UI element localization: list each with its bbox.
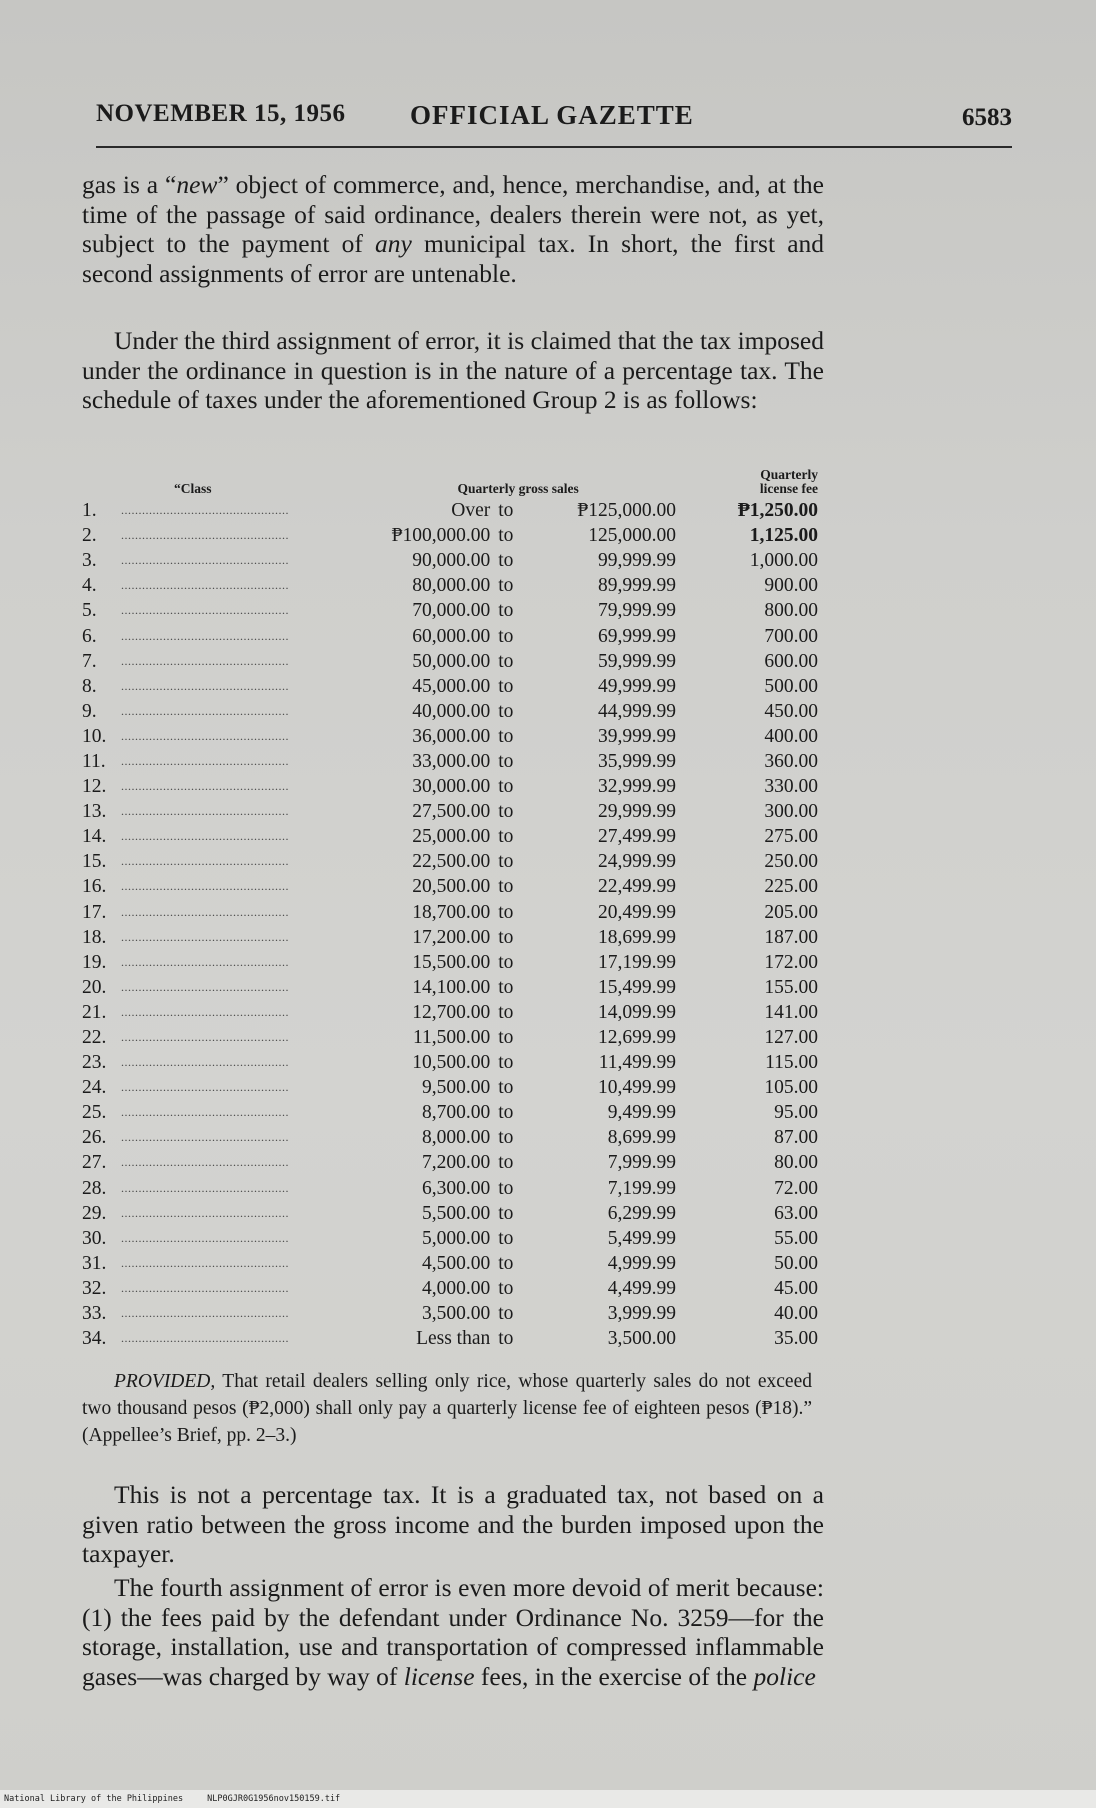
row-leader-dots: ................................................ — [121, 904, 290, 919]
row-sales-to-word: to — [498, 951, 514, 973]
row-sales-through: 3,500.00 — [607, 1328, 677, 1350]
row-sales-through: 125,000.00 — [588, 525, 677, 547]
row-class-number: 15. — [82, 851, 107, 873]
row-sales-through: 22,499.99 — [598, 876, 677, 898]
row-sales-through: 44,999.99 — [598, 700, 677, 722]
row-sales-from: 50,000.00 — [412, 650, 491, 672]
row-sales-from: 6,300.00 — [422, 1177, 491, 1199]
schedule-rows — [82, 498, 826, 1351]
row-class-number: 1. — [82, 500, 97, 522]
table-row — [82, 1025, 826, 1050]
row-leader-dots: ................................................ — [121, 1055, 290, 1070]
row-leader-dots: ................................................ — [121, 1180, 290, 1195]
row-sales-from: 4,500.00 — [422, 1252, 491, 1274]
row-license-fee: 1,000.00 — [749, 550, 818, 572]
row-license-fee: 250.00 — [764, 851, 818, 873]
row-sales-from: 27,500.00 — [412, 801, 491, 823]
row-leader-dots: ................................................ — [121, 753, 290, 768]
row-sales-through: 4,499.99 — [607, 1277, 677, 1299]
intro-paragraph: gas is a “new” object of commerce, and, hence, merchandise, and, at the time of the passage of said ordinance, dealers therein were not, as yet, subject to the payment of any municipal tax. In short, the first and second assignments of error are untenable. — [82, 170, 825, 288]
row-leader-dots: ................................................ — [121, 578, 290, 593]
row-license-fee: 330.00 — [764, 776, 818, 798]
row-sales-to-word: to — [498, 1202, 514, 1224]
row-license-fee: 127.00 — [764, 1027, 818, 1049]
row-sales-through: 89,999.99 — [598, 575, 677, 597]
row-sales-from: 7,200.00 — [422, 1152, 491, 1174]
row-sales-from: 4,000.00 — [422, 1277, 491, 1299]
row-sales-to-word: to — [498, 700, 514, 722]
row-sales-to-word: to — [498, 550, 514, 572]
header-rule — [96, 146, 1012, 148]
row-class-number: 7. — [82, 650, 97, 672]
row-sales-from: 90,000.00 — [412, 550, 491, 572]
row-class-number: 4. — [82, 575, 97, 597]
row-class-number: 14. — [82, 826, 107, 848]
row-class-number: 25. — [82, 1102, 107, 1124]
row-sales-through: 35,999.99 — [598, 750, 677, 772]
row-sales-from: 5,000.00 — [422, 1227, 491, 1249]
table-row — [82, 1075, 826, 1100]
table-row — [82, 699, 826, 724]
row-license-fee: 155.00 — [764, 976, 818, 998]
emphasis-police: police — [753, 1661, 816, 1691]
row-sales-from: 3,500.00 — [422, 1303, 491, 1325]
table-row — [82, 1176, 826, 1201]
row-sales-through: 27,499.99 — [598, 826, 677, 848]
row-class-number: 10. — [82, 725, 107, 747]
row-sales-through: 12,699.99 — [598, 1027, 677, 1049]
row-sales-from: 9,500.00 — [422, 1077, 491, 1099]
row-class-number: 16. — [82, 876, 107, 898]
row-leader-dots: ................................................ — [121, 628, 290, 643]
row-leader-dots: ................................................ — [121, 879, 290, 894]
row-license-fee: 80.00 — [774, 1152, 818, 1174]
row-sales-to-word: to — [498, 1102, 514, 1124]
row-sales-through: 17,199.99 — [598, 951, 677, 973]
row-leader-dots: ................................................ — [121, 1105, 290, 1120]
table-row — [82, 774, 826, 799]
row-license-fee: 900.00 — [764, 575, 818, 597]
row-leader-dots: ................................................ — [121, 503, 290, 518]
row-license-fee: 450.00 — [764, 700, 818, 722]
row-sales-to-word: to — [498, 675, 514, 697]
row-sales-through: 24,999.99 — [598, 851, 677, 873]
row-leader-dots: ................................................ — [121, 929, 290, 944]
row-sales-through: 18,699.99 — [598, 926, 677, 948]
emphasis-new: new — [176, 170, 218, 199]
row-leader-dots: ................................................ — [121, 1255, 290, 1270]
row-sales-to-word: to — [498, 750, 514, 772]
table-row — [82, 1050, 826, 1075]
row-class-number: 24. — [82, 1077, 107, 1099]
row-license-fee: 225.00 — [764, 876, 818, 898]
table-row — [82, 1251, 826, 1276]
row-class-number: 28. — [82, 1177, 107, 1199]
table-row — [82, 900, 826, 925]
table-row — [82, 1301, 826, 1326]
scan-footer — [0, 1790, 1096, 1808]
row-class-number: 17. — [82, 901, 107, 923]
row-sales-from: 40,000.00 — [412, 700, 491, 722]
table-row — [82, 523, 826, 548]
row-leader-dots: ................................................ — [121, 1080, 290, 1095]
row-sales-from: 14,100.00 — [412, 976, 491, 998]
row-sales-through: 7,999.99 — [607, 1152, 677, 1174]
row-sales-through: 39,999.99 — [598, 725, 677, 747]
row-sales-through: 3,999.99 — [607, 1303, 677, 1325]
row-leader-dots: ................................................ — [121, 1130, 290, 1145]
row-sales-from: 22,500.00 — [412, 851, 491, 873]
row-sales-through: 20,499.99 — [598, 901, 677, 923]
row-sales-through: 5,499.99 — [607, 1227, 677, 1249]
row-leader-dots: ................................................ — [121, 1155, 290, 1170]
row-sales-from: Less than — [416, 1328, 491, 1350]
row-license-fee: 63.00 — [774, 1202, 818, 1224]
row-license-fee: 300.00 — [764, 801, 818, 823]
row-license-fee: 40.00 — [774, 1303, 818, 1325]
row-sales-from: 25,000.00 — [412, 826, 491, 848]
row-sales-through: 15,499.99 — [598, 976, 677, 998]
row-sales-to-word: to — [498, 801, 514, 823]
row-license-fee: 50.00 — [774, 1252, 818, 1274]
row-class-number: 2. — [82, 525, 97, 547]
row-sales-from: 5,500.00 — [422, 1202, 491, 1224]
table-row — [82, 1150, 826, 1175]
proviso-paragraph: PROVIDED, That retail dealers selling only rice, whose quarterly sales do not exceed two thousand pesos (₱2,000) shall only pay a quarterly license fee of eighteen pesos (₱18).” (Appellee’s Brief, pp. 2–3.) — [82, 1371, 812, 1446]
header-date: NOVEMBER 15, 1956 — [96, 100, 346, 127]
footer-library: National Library of the Philippines — [4, 1794, 184, 1804]
row-sales-to-word: to — [498, 776, 514, 798]
row-class-number: 34. — [82, 1328, 107, 1350]
row-class-number: 11. — [82, 750, 106, 772]
row-class-number: 13. — [82, 801, 107, 823]
row-class-number: 32. — [82, 1277, 107, 1299]
table-row — [82, 649, 826, 674]
row-license-fee: 72.00 — [774, 1177, 818, 1199]
row-sales-from: 36,000.00 — [412, 725, 491, 747]
row-license-fee: 500.00 — [764, 675, 818, 697]
row-class-number: 20. — [82, 976, 107, 998]
row-sales-to-word: to — [498, 1077, 514, 1099]
row-sales-from: ₱100,000.00 — [391, 525, 491, 547]
row-class-number: 23. — [82, 1052, 107, 1074]
table-row — [82, 749, 826, 774]
row-class-number: 21. — [82, 1001, 107, 1023]
row-class-number: 3. — [82, 550, 97, 572]
row-sales-from: 15,500.00 — [412, 951, 491, 973]
row-sales-from: 11,500.00 — [412, 1027, 491, 1049]
row-sales-from: 33,000.00 — [412, 750, 491, 772]
row-sales-to-word: to — [498, 650, 514, 672]
table-row — [82, 1276, 826, 1301]
row-sales-to-word: to — [498, 525, 514, 547]
header-page-number: 6583 — [962, 104, 1012, 131]
row-sales-through: 79,999.99 — [598, 600, 677, 622]
row-leader-dots: ................................................ — [121, 1205, 290, 1220]
row-leader-dots: ................................................ — [121, 829, 290, 844]
row-leader-dots: ................................................ — [121, 804, 290, 819]
row-class-number: 33. — [82, 1303, 107, 1325]
row-leader-dots: ................................................ — [121, 553, 290, 568]
table-row — [82, 573, 826, 598]
row-sales-through: 6,299.99 — [607, 1202, 677, 1224]
row-sales-to-word: to — [498, 625, 514, 647]
row-sales-from: 18,700.00 — [412, 901, 491, 923]
table-row — [82, 1201, 826, 1226]
row-leader-dots: ................................................ — [121, 979, 290, 994]
row-sales-to-word: to — [498, 1252, 514, 1274]
row-leader-dots: ................................................ — [121, 653, 290, 668]
row-class-number: 26. — [82, 1127, 107, 1149]
row-license-fee: 205.00 — [764, 901, 818, 923]
row-class-number: 31. — [82, 1252, 107, 1274]
row-sales-through: 32,999.99 — [598, 776, 677, 798]
row-leader-dots: ................................................ — [121, 1230, 290, 1245]
header-title: OFFICIAL GAZETTE — [410, 100, 694, 130]
row-sales-to-word: to — [498, 926, 514, 948]
row-leader-dots: ................................................ — [121, 1030, 290, 1045]
row-sales-to-word: to — [498, 1277, 514, 1299]
row-sales-to-word: to — [498, 876, 514, 898]
table-row — [82, 975, 826, 1000]
row-license-fee: 35.00 — [774, 1328, 818, 1350]
row-sales-through: 10,499.99 — [598, 1077, 677, 1099]
row-class-number: 30. — [82, 1227, 107, 1249]
row-license-fee: 172.00 — [764, 951, 818, 973]
page-header — [96, 100, 1016, 140]
column-sales-header: Quarterly gross sales — [457, 481, 579, 496]
row-sales-to-word: to — [498, 1152, 514, 1174]
row-license-fee: 700.00 — [764, 625, 818, 647]
row-sales-to-word: to — [498, 600, 514, 622]
fourth-assignment-paragraph: The fourth assignment of error is even more devoid of merit because: (1) the fees paid by the defendant under Ordinance No. 3259—for the storage, installation, use and transportation of compressed inflammable gases—was charged by way of license fees, in the exercise of the police — [82, 1573, 824, 1691]
row-sales-through: 7,199.99 — [607, 1177, 677, 1199]
row-sales-through: 14,099.99 — [598, 1001, 677, 1023]
row-sales-to-word: to — [498, 1052, 514, 1074]
row-sales-through: 8,699.99 — [607, 1127, 677, 1149]
row-sales-from: 12,700.00 — [412, 1001, 491, 1023]
row-sales-through: 59,999.99 — [598, 650, 677, 672]
row-license-fee: 600.00 — [764, 650, 818, 672]
row-leader-dots: ................................................ — [121, 1004, 290, 1019]
row-sales-to-word: to — [498, 851, 514, 873]
row-license-fee: ₱1,250.00 — [737, 500, 818, 522]
row-sales-from: 60,000.00 — [412, 625, 491, 647]
row-class-number: 12. — [82, 776, 107, 798]
row-class-number: 19. — [82, 951, 107, 973]
row-class-number: 18. — [82, 926, 107, 948]
table-row — [82, 1125, 826, 1150]
row-sales-to-word: to — [498, 1328, 514, 1350]
row-sales-from: 8,000.00 — [422, 1127, 491, 1149]
row-class-number: 29. — [82, 1202, 107, 1224]
row-sales-to-word: to — [498, 725, 514, 747]
row-sales-to-word: to — [498, 1303, 514, 1325]
row-sales-from: 17,200.00 — [412, 926, 491, 948]
column-class-header: “Class — [174, 481, 212, 496]
table-row — [82, 598, 826, 623]
row-sales-to-word: to — [498, 1177, 514, 1199]
row-license-fee: 95.00 — [774, 1102, 818, 1124]
row-license-fee: 800.00 — [764, 600, 818, 622]
row-class-number: 6. — [82, 625, 97, 647]
row-class-number: 27. — [82, 1152, 107, 1174]
table-row — [82, 724, 826, 749]
row-sales-through: 11,499.99 — [598, 1052, 677, 1074]
row-sales-from: 70,000.00 — [412, 600, 491, 622]
row-sales-from: 20,500.00 — [412, 876, 491, 898]
row-license-fee: 400.00 — [764, 725, 818, 747]
row-license-fee: 1,125.00 — [749, 525, 818, 547]
third-assignment-paragraph: Under the third assignment of error, it is claimed that the tax imposed under the ordinance in question is in the nature of a percentage tax. The schedule of taxes under the aforementioned Group 2 is as follows: — [82, 326, 824, 414]
row-license-fee: 141.00 — [764, 1001, 818, 1023]
row-license-fee: 55.00 — [774, 1227, 818, 1249]
row-license-fee: 87.00 — [774, 1127, 818, 1149]
row-sales-to-word: to — [498, 1127, 514, 1149]
proviso-lead: PROVIDED, — [114, 1371, 216, 1392]
row-sales-from: 8,700.00 — [422, 1102, 491, 1124]
row-sales-to-word: to — [498, 901, 514, 923]
row-license-fee: 45.00 — [774, 1277, 818, 1299]
row-sales-to-word: to — [498, 1227, 514, 1249]
row-sales-from: 45,000.00 — [412, 675, 491, 697]
row-sales-through: 29,999.99 — [598, 801, 677, 823]
row-sales-to-word: to — [498, 976, 514, 998]
row-sales-through: ₱125,000.00 — [577, 500, 677, 522]
row-leader-dots: ................................................ — [121, 954, 290, 969]
footer-file: NLP0GJR0G1956nov150159.tif — [207, 1794, 341, 1804]
table-row — [82, 950, 826, 975]
row-leader-dots: ................................................ — [121, 678, 290, 693]
row-leader-dots: ................................................ — [121, 603, 290, 618]
graduated-tax-paragraph: This is not a percentage tax. It is a graduated tax, not based on a given ratio between the gross income and the burden imposed upon the taxpayer. — [82, 1480, 824, 1568]
table-row — [82, 849, 826, 874]
row-license-fee: 115.00 — [765, 1052, 818, 1074]
table-header-row — [82, 468, 826, 498]
table-row — [82, 623, 826, 648]
row-sales-from: 30,000.00 — [412, 776, 491, 798]
row-sales-to-word: to — [498, 575, 514, 597]
row-sales-from: 10,500.00 — [412, 1052, 491, 1074]
row-class-number: 9. — [82, 700, 97, 722]
emphasis-any: any — [375, 229, 412, 258]
table-row — [82, 799, 826, 824]
row-sales-from: 80,000.00 — [412, 575, 491, 597]
table-row — [82, 824, 826, 849]
row-license-fee: 275.00 — [764, 826, 818, 848]
row-sales-through: 9,499.99 — [607, 1102, 677, 1124]
table-row — [82, 498, 826, 523]
table-row — [82, 548, 826, 573]
row-sales-through: 99,999.99 — [598, 550, 677, 572]
row-sales-to-word: to — [498, 1027, 514, 1049]
table-row — [82, 1226, 826, 1251]
row-class-number: 8. — [82, 675, 97, 697]
row-leader-dots: ................................................ — [121, 779, 290, 794]
tax-schedule-table — [82, 468, 826, 1351]
row-leader-dots: ................................................ — [121, 528, 290, 543]
row-license-fee: 105.00 — [764, 1077, 818, 1099]
row-sales-from: Over — [451, 500, 491, 522]
row-leader-dots: ................................................ — [121, 854, 290, 869]
table-row — [82, 1326, 826, 1351]
emphasis-license: license — [403, 1661, 475, 1691]
row-leader-dots: ................................................ — [121, 1280, 290, 1295]
table-row — [82, 1000, 826, 1025]
row-sales-to-word: to — [498, 1001, 514, 1023]
table-row — [82, 674, 826, 699]
row-leader-dots: ................................................ — [121, 1306, 290, 1321]
table-row — [82, 874, 826, 899]
row-leader-dots: ................................................ — [121, 1331, 290, 1346]
row-class-number: 22. — [82, 1027, 107, 1049]
row-leader-dots: ................................................ — [121, 728, 290, 743]
row-sales-through: 4,999.99 — [607, 1252, 677, 1274]
row-class-number: 5. — [82, 600, 97, 622]
row-leader-dots: ................................................ — [121, 703, 290, 718]
table-row — [82, 1100, 826, 1125]
row-sales-through: 69,999.99 — [598, 625, 677, 647]
row-sales-to-word: to — [498, 500, 514, 522]
row-license-fee: 187.00 — [764, 926, 818, 948]
table-row — [82, 925, 826, 950]
row-sales-through: 49,999.99 — [598, 675, 677, 697]
column-fee-header: Quarterly license fee — [759, 467, 818, 496]
row-license-fee: 360.00 — [764, 750, 818, 772]
row-sales-to-word: to — [498, 826, 514, 848]
